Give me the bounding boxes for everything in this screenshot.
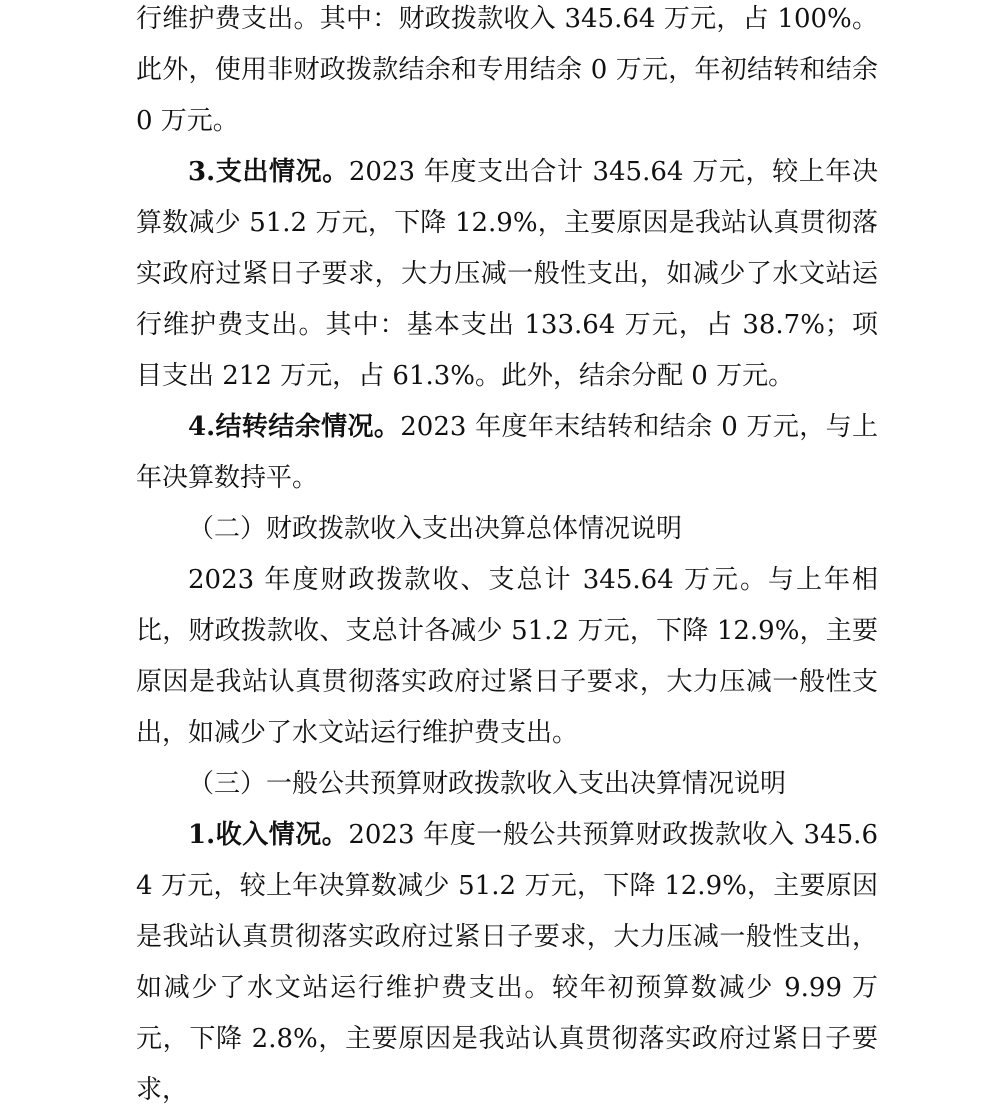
section-heading-2: （二）财政拨款收入支出决算总体情况说明 (188, 514, 683, 544)
paragraph-lead-income: 1.收入情况。 (188, 820, 349, 850)
paragraph-body-income: 2023 年度一般公共预算财政拨款收入 345.64 万元，较上年决算数减少 51.2 万元，下降 12.9%，主要原因是我站认真贯彻落实政府过紧日子要求，大力压减一般性支出，如减少了水文站运行维护费支出。较年初预算数减少 9.99 万元，下降 2.8%，主要原因是我站认真贯彻落实政府过紧日子要求， (136, 820, 878, 1105)
paragraph-income (136, 810, 878, 1116)
paragraph-body-expenditure: 2023 年度支出合计 345.64 万元，较上年决算数减少 51.2 万元，下降 12.9%，主要原因是我站认真贯彻落实政府过紧日子要求，大力压减一般性支出，如减少了水文站运行维护费支出。其中：基本支出 133.64 万元，占 38.7%；项目支出 212 万元，占 61.3%。此外，结余分配 0 万元。 (136, 157, 878, 391)
paragraph-fiscal-total: 2023 年度财政拨款收、支总计 345.64 万元。与上年相比，财政拨款收、支总计各减少 51.2 万元，下降 12.9%，主要原因是我站认真贯彻落实政府过紧日子要求，大力压减一般性支出，如减少了水文站运行维护费支出。 (136, 565, 878, 748)
section-heading-3: （三）一般公共预算财政拨款收入支出决算情况说明 (188, 769, 787, 799)
paragraph-body-carryover: 2023 年度年末结转和结余 0 万元，与上年决算数持平。 (136, 412, 878, 493)
paragraph-expenditure (136, 147, 878, 402)
paragraph-lead-expenditure: 3.支出情况。 (188, 157, 349, 187)
paragraph-carryover (136, 402, 878, 504)
paragraph-income-continued: 行维护费支出。其中：财政拨款收入 345.64 万元，占 100%。此外，使用非财政拨款结余和专用结余 0 万元，年初结转和结余 0 万元。 (136, 4, 878, 136)
document-page (136, 0, 878, 1105)
paragraph-lead-carryover: 4.结转结余情况。 (188, 412, 401, 442)
